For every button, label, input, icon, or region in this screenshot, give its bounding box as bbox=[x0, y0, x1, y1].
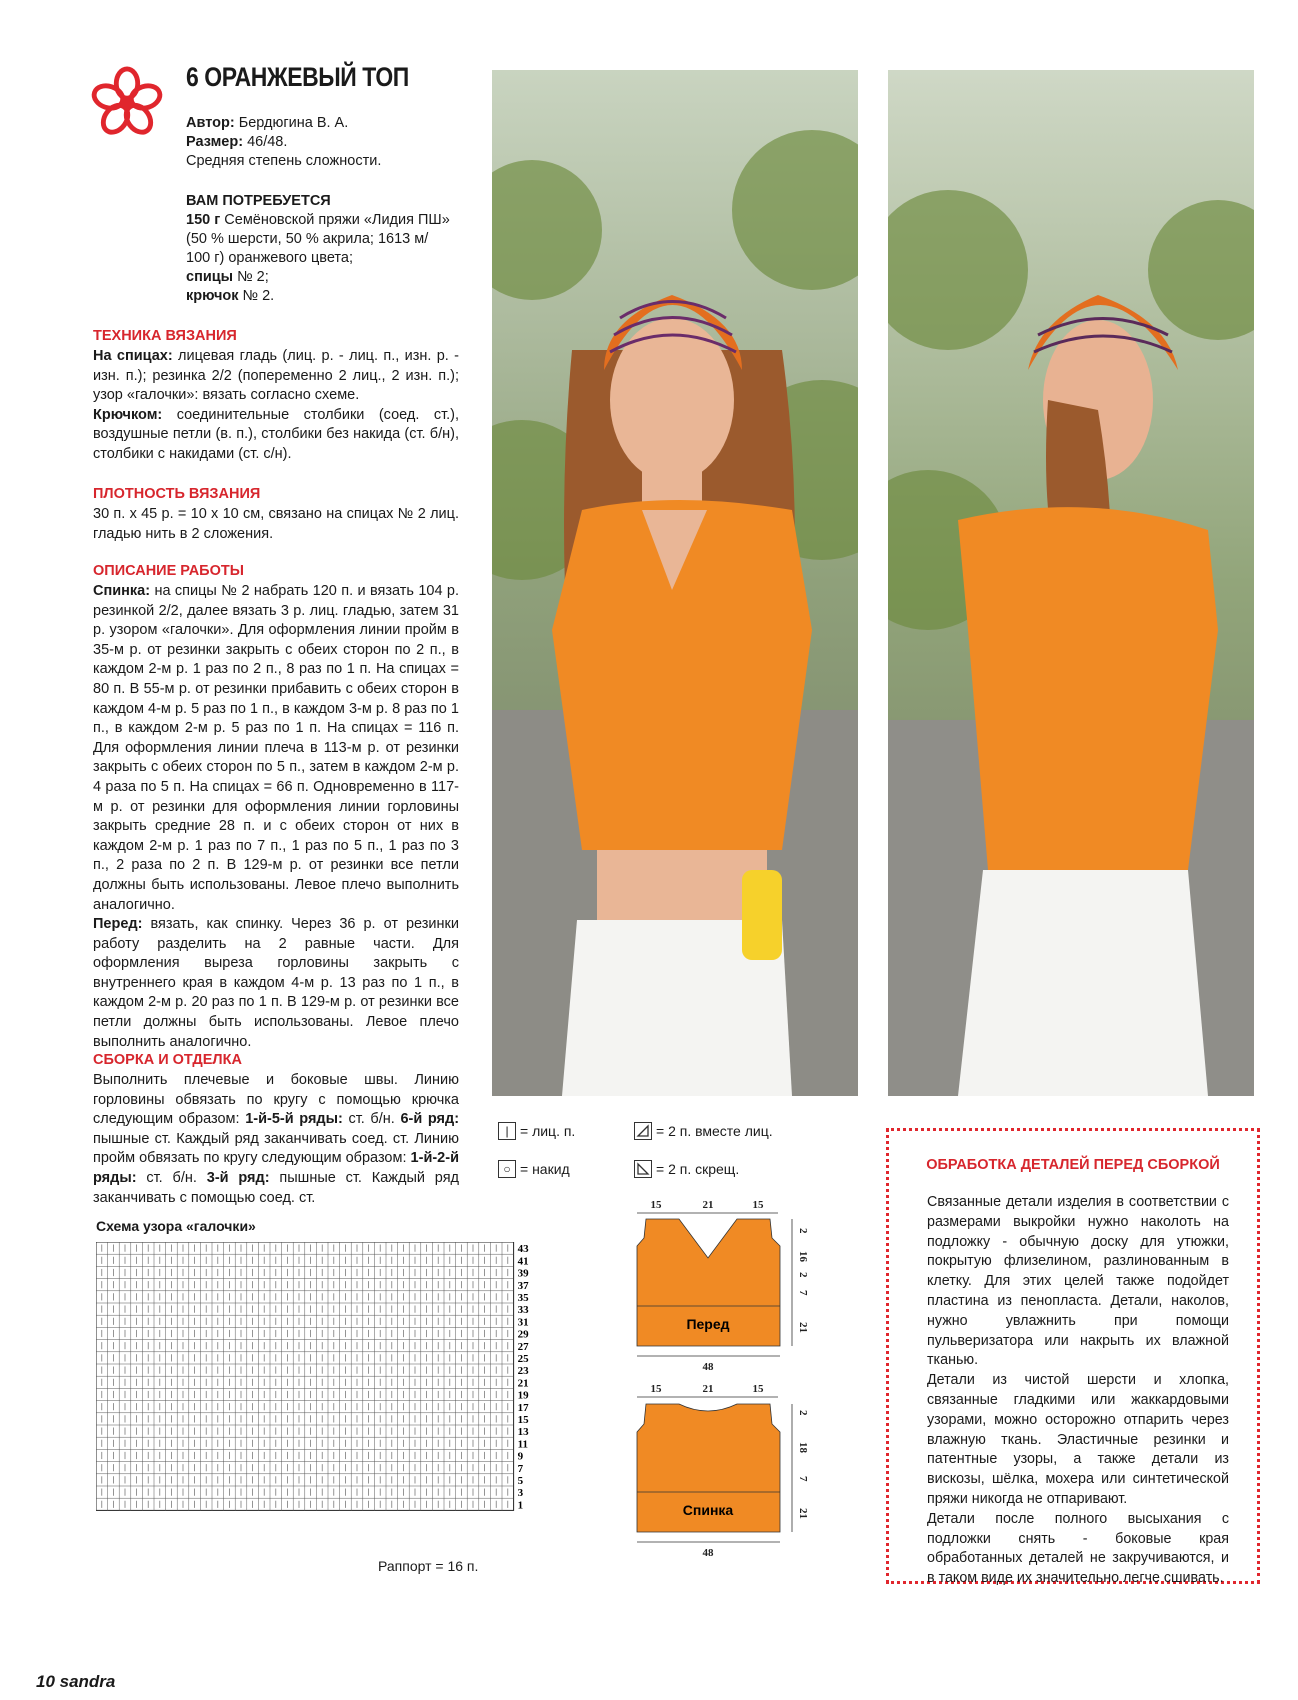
chart-row-number: 21 bbox=[517, 1377, 529, 1390]
back-dim-side-2: 18 bbox=[797, 1442, 809, 1453]
gauge-text: 30 п. х 45 р. = 10 х 10 см, связано на спицах № 2 лиц. гладью нить в 2 сложения. bbox=[93, 506, 459, 542]
chart-row-number: 11 bbox=[517, 1438, 529, 1451]
chart-row-number: 37 bbox=[517, 1279, 529, 1292]
technique-text: На спицах: лицевая гладь (лиц. р. - лиц. п., изн. р. - изн. п.); резинка 2/2 (попеременно 2 лиц., 2 изн. п.); узор «галочки»: вязать согласно схеме. Крючком: соединительные столбики (соед. ст.), воздушные петли (в. п.), столбики без накида (ст. б/н), столбики с накидами (ст. с/н). bbox=[93, 348, 459, 462]
description-heading: ОПИСАНИЕ РАБОТЫ bbox=[93, 563, 244, 579]
legend-knit: | = лиц. п. bbox=[498, 1122, 575, 1140]
k2tog-symbol-icon bbox=[634, 1122, 652, 1140]
materials-yarn: 150 г Семёновской пряжи «Лидия ПШ» bbox=[186, 212, 450, 228]
materials-hook: крючок № 2. bbox=[186, 288, 275, 304]
materials-yarn-l3: 100 г) оранжевого цвета; bbox=[186, 250, 353, 266]
chart-row-number: 39 bbox=[517, 1267, 529, 1280]
back-dim-top-mid: 21 bbox=[702, 1383, 714, 1395]
materials-heading: ВАМ ПОТРЕБУЕТСЯ bbox=[186, 193, 331, 209]
chart-row-number: 27 bbox=[517, 1340, 529, 1353]
chart-row-number: 9 bbox=[517, 1450, 524, 1463]
back-dim-side-4: 21 bbox=[797, 1508, 809, 1519]
front-dim-side-5: 21 bbox=[797, 1322, 809, 1333]
ssk-symbol-icon bbox=[634, 1160, 652, 1178]
chart-row-number: 23 bbox=[517, 1365, 529, 1378]
back-dim-side-3: 7 bbox=[797, 1476, 809, 1482]
chart-row-number: 3 bbox=[517, 1487, 524, 1500]
page-title: 6 ОРАНЖЕВЫЙ ТОП bbox=[186, 62, 409, 92]
chart-row-number: 41 bbox=[517, 1255, 529, 1268]
chart-row-number: 13 bbox=[517, 1426, 529, 1439]
info-box-title: ОБРАБОТКА ДЕТАЛЕЙ ПЕРЕД СБОРКОЙ bbox=[926, 1157, 1220, 1173]
front-schematic bbox=[632, 1196, 812, 1378]
stitch-chart-grid bbox=[96, 1242, 560, 1544]
model-front-photo bbox=[492, 70, 858, 1096]
chart-repeat-label: Раппорт = 16 п. bbox=[378, 1558, 479, 1574]
back-schematic bbox=[632, 1380, 812, 1562]
chart-row-number: 35 bbox=[517, 1292, 529, 1304]
chart-row-number: 17 bbox=[517, 1401, 529, 1414]
chart-row-number: 31 bbox=[517, 1316, 529, 1329]
info-box-text bbox=[927, 1193, 1229, 1589]
chart-row-number: 15 bbox=[517, 1414, 529, 1426]
front-dim-side-1: 2 bbox=[797, 1228, 809, 1234]
front-dim-side-2: 16 bbox=[797, 1251, 809, 1262]
chart-row-number: 1 bbox=[517, 1499, 524, 1512]
yarn-over-symbol-icon: ○ bbox=[498, 1160, 516, 1178]
assembly-heading: СБОРКА И ОТДЕЛКА bbox=[93, 1052, 242, 1068]
back-dim-top-left: 15 bbox=[650, 1383, 662, 1395]
chart-title: Схема узора «галочки» bbox=[96, 1218, 256, 1234]
materials-yarn-l2: (50 % шерсти, 50 % акрила; 1613 м/ bbox=[186, 231, 429, 247]
front-dim-top-left: 15 bbox=[650, 1199, 662, 1211]
front-dim-side-3: 2 bbox=[797, 1272, 809, 1278]
chart-row-number: 43 bbox=[517, 1243, 529, 1256]
size-line: Размер: 46/48. bbox=[186, 134, 288, 150]
description-text: Спинка: на спицы № 2 набрать 120 п. и вязать 104 р. резинкой 2/2, далее вязать 3 р. лиц. гладью, затем 31 р. узором «галочки». Для оформления линии пройм в 35-м р. от резинки закрыть с обеих сторон по 2 п., в каждом 2-м р. 1 раз по 2 п., 8 раз по 1 п. На спицах = 80 п. В 55-м р. от резинки прибавить с обеих сторон в каждом 4-м р. 5 раз по 1 п., в каждом 3-м р. 8 раз по 1 п., в каждом 2-м р. 5 раз по 1 п. На спицах = 116 п. Для оформления линии плеча в 113-м р. от резинки закрыть с обеих сторон по 5 п., затем в каждом 2-м р. 4 раза по 5 п. На спицах = 66 п. Одновременно в 117-м р. от резинки для оформления линии горловины закрыть средние 28 п. и с обеих сторон от них в каждом 2-м р. 1 раз по 7 п., 1 раз по 5 п., 1 раз по 3 п., 2 раза по 2 п. В 129-м р. от резинки все петли должны быть использованы. Левое плечо выполнить аналогично. Перед: вязать, как спинку. Через 36 р. от резинки работу разделить на 2 равные части. Для оформления выреза горловины закрыть с внутреннего края в каждом 4-м р. 13 раз по 1 п., в каждом 2-м р. 20 раз по 1 п. В 129-м р. от резинки все петли должны быть использованы. Левое плечо выполнить аналогично. bbox=[93, 583, 460, 1050]
materials-needles: спицы № 2; bbox=[186, 269, 269, 285]
info-box bbox=[886, 1128, 1260, 1587]
chart-row-number: 19 bbox=[517, 1389, 529, 1402]
back-dim-width: 48 bbox=[702, 1547, 714, 1559]
front-dim-top-right: 15 bbox=[752, 1199, 764, 1211]
chart-row-number: 33 bbox=[517, 1304, 529, 1317]
knit-symbol-icon: | bbox=[498, 1122, 516, 1140]
page-footer: 10 sandra bbox=[36, 1672, 116, 1691]
info-paragraph: Детали после полного высыхания с подложки снять - боковые края обработанных деталей не закручиваются, и в таком виде их значительно легче сшивать. bbox=[927, 1510, 1229, 1587]
front-dim-side-4: 7 bbox=[797, 1290, 809, 1296]
technique-heading: ТЕХНИКА ВЯЗАНИЯ bbox=[93, 328, 237, 344]
legend-yo: ○ = накид bbox=[498, 1160, 570, 1178]
front-dim-top-mid: 21 bbox=[702, 1199, 714, 1211]
legend-ssk: = 2 п. скрещ. bbox=[634, 1160, 739, 1178]
front-dim-width: 48 bbox=[702, 1361, 714, 1373]
chart-row-number: 5 bbox=[517, 1475, 524, 1487]
back-dim-top-right: 15 bbox=[752, 1383, 764, 1395]
model-back-photo bbox=[888, 70, 1254, 1096]
info-paragraph: Связанные детали изделия в соответствии с размерами выкройки нужно наколоть на подложку - обычную доску для утюжки, покрытую флизелином, разлинованным в клетку. Для этих целей также подойдет пластина из пенопласта. Детали, наколов, нужно увлажнить при помощи пульверизатора или накрыть их влажной тканью. bbox=[927, 1194, 1229, 1369]
info-paragraph: Детали из чистой шерсти и хлопка, связанные гладкими или жаккардовыми узорами, можно осторожно отпарить через влажную ткань. Эластичные резинки и патентные узоры, а также детали из вискозы, шёлка, мохера или синтетической пряжи никогда не отпаривают. bbox=[927, 1372, 1229, 1507]
front-label: Перед bbox=[686, 1316, 730, 1332]
author-line: Автор: Бердюгина В. А. bbox=[186, 115, 349, 131]
back-label: Спинка bbox=[682, 1502, 734, 1518]
chart-row-number: 25 bbox=[517, 1353, 529, 1365]
chart-row-number: 29 bbox=[517, 1328, 529, 1341]
gauge-heading: ПЛОТНОСТЬ ВЯЗАНИЯ bbox=[93, 486, 261, 502]
legend-k2tog: = 2 п. вместе лиц. bbox=[634, 1122, 773, 1140]
back-dim-side-1: 2 bbox=[797, 1410, 809, 1416]
difficulty-line: Средняя степень сложности. bbox=[186, 153, 382, 169]
flower-logo-icon bbox=[88, 64, 166, 142]
chart-row-number: 7 bbox=[517, 1462, 524, 1475]
assembly-text: Выполнить плечевые и боковые швы. Линию горловины обвязать по кругу с помощью крючка следующим образом: 1-й-5-й ряды: ст. б/н. 6-й ряд: пышные ст. Каждый ряд заканчивать соед. ст. Линию пройм обвязать по кругу следующим образом: 1-й-2-й ряды: ст. б/н. 3-й ряд: пышные ст. Каждый ряд заканчивать с помощью соед. ст. bbox=[93, 1072, 460, 1206]
